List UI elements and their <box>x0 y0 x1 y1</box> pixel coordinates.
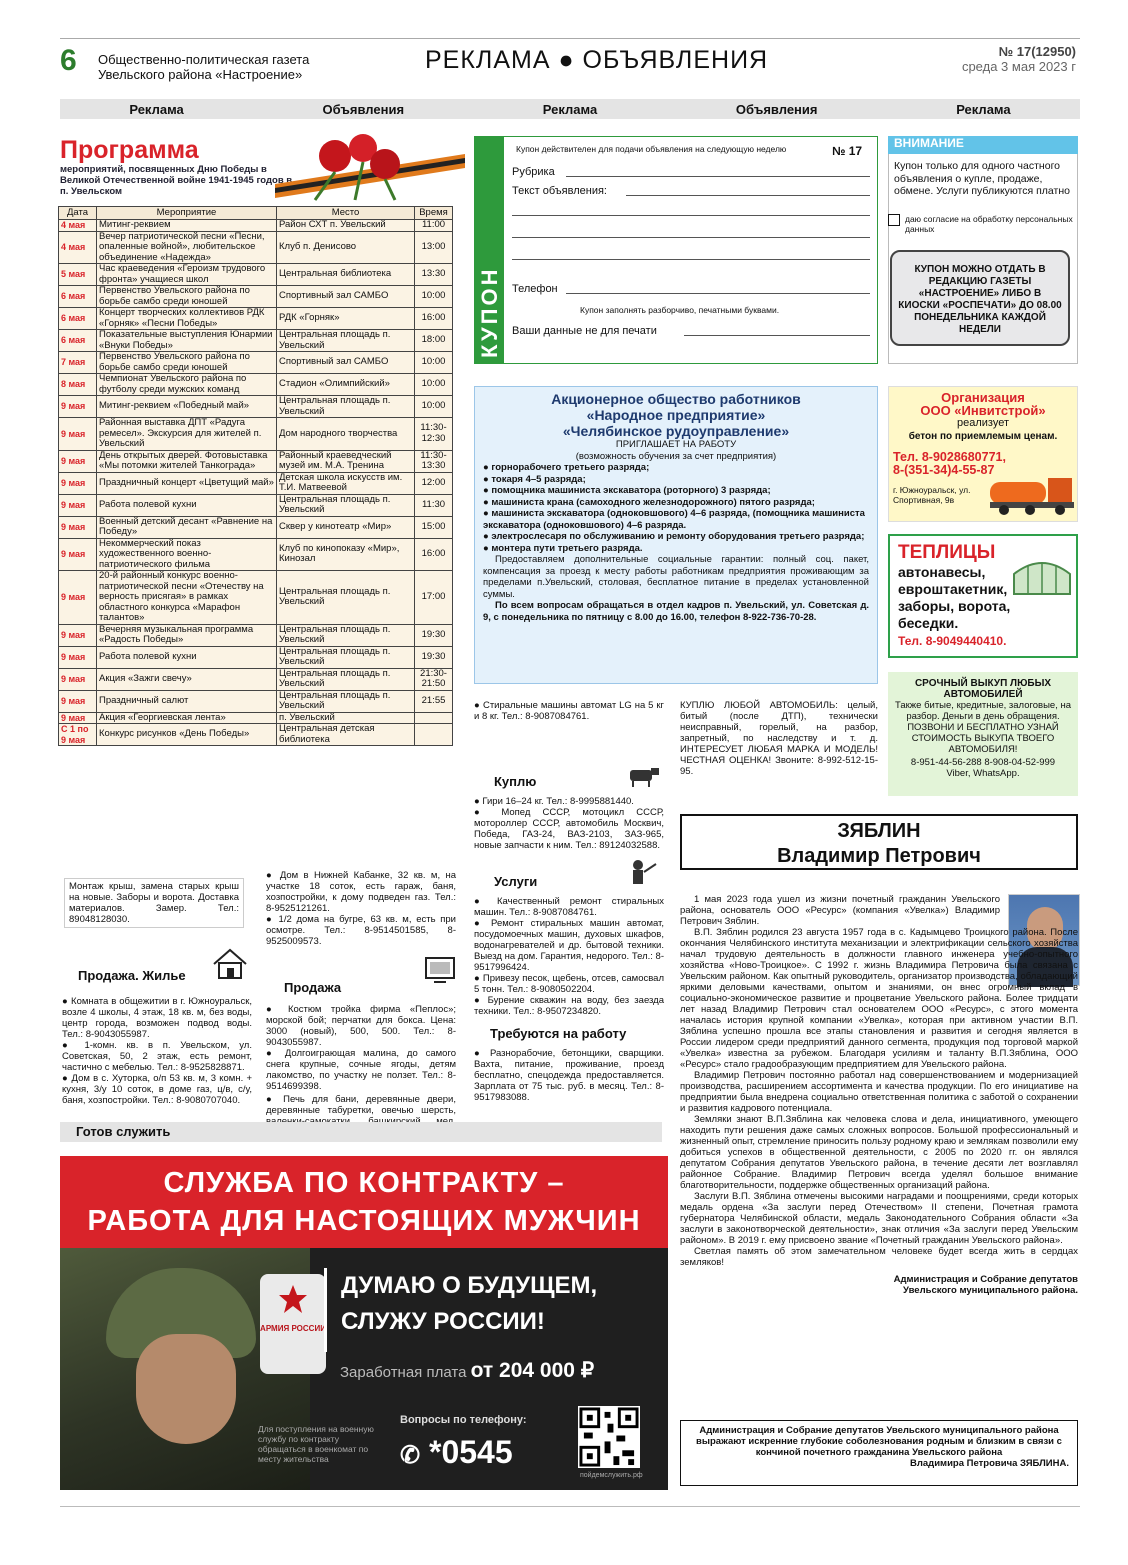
list-item: ● помощника машиниста экскаватора (роторного) 3 разряда; <box>483 485 869 497</box>
program-time <box>415 712 453 724</box>
table-row <box>59 690 453 712</box>
program-place: Центральная площадь п. Увельский <box>277 668 415 690</box>
list-item: ● Печь для бани, деревянные двери, деревянные табуретки, овечью шерсть, <box>266 1094 456 1116</box>
table-row <box>59 308 453 330</box>
program-event: Работа полевой кухни <box>97 494 277 516</box>
program-place: Центральная площадь п. Увельский <box>277 690 415 712</box>
rubric: Реклама <box>129 101 184 117</box>
program-date: 9 мая <box>59 690 97 712</box>
program-date: 9 мая <box>59 450 97 472</box>
program-date: 9 мая <box>59 668 97 690</box>
army-badge: АРМИЯ РОССИИ <box>260 1274 326 1374</box>
program-event: Вечер патриотической песни «Песни, опаленные войной», любительское объединение «Надежда» <box>97 231 277 264</box>
program-place: Центральная площадь п. Увельский <box>277 396 415 418</box>
jobs-list <box>474 1048 664 1103</box>
program-date: 9 мая <box>59 418 97 451</box>
program-time: 21:30-21:50 <box>415 668 453 690</box>
table-row <box>59 418 453 451</box>
program-time: 17:00 <box>415 571 453 625</box>
salary: Заработная плата от 204 000 ₽ <box>340 1359 595 1382</box>
list-item: ● монтера пути третьего разряда. <box>483 543 869 555</box>
list-item: ● Ремонт стиральных машин автомат, посудомоечных машин, духовых шкафов, водонагревателей и др. бытовой техники. Выезд на дом. Гарантия, недорого. Тел.: 8-9517996424. <box>474 918 664 973</box>
program-place: Центральная детская библиотека <box>277 724 415 746</box>
list-item: ● Дом в с. Хуторка, о/п 53 кв. м, 3 комн. + кухня, 3/у 10 соток, в доме газ, ц/в, с/у, баня, хозпостройки. Тел.: 8-9080707040. <box>62 1073 252 1106</box>
obituary-text: 1 мая 2023 года ушел из жизни почетный гражданин Увельского района, основатель ООО «Ресурс» (компания «Увелка») Владимир Петрович Зяблин. В.П. Зяблин родился 23 августа 1957 года в с. Кадымцево Троицкого района. После окончания Челябинского института механизации и электрификации сельского хозяйства начал трудовую деятельность в должности главного инженера учебно-опытного хозяйства «Ново-Троицкое». С 1992 г. жизнь Владимира Петровича была связана с Увельским районом. Как опытный руководитель, организатор производства, обладающий яркими деловыми качествами, опытом и знаниями, он внес огромный вклад в социально-экономическое развитие и процветание Увельского района. Более тридцати лет назад Владимир Петрович стал основателем ООО «Ресурс», с этого момента началась история крупной компании «Увелка», которая при активном участии В.П. Зяблина успешно прошла все этапы становления и развития и сегодня является в России лидером среди предприятий данного сегмента, продукция под торговой маркой «Увелка» известна за рубежом. Благодаря усилиям и таланту В.П.Зяблина, ООО «Ресурс» стало градообразующим предприятием для Увельского района. Владимир Петрович постоянно работал над совершенствованием и модернизацией производства, расширением ассортимента и качества продукции. По его инициативе на предприятии была внедрена социально ответственная политика с заботой о сохранении и развития кадрового потенциала. Земляки знают В.П.Зяблина как человека слова и дела, инициативного, умеющего находить пути решения даже самых сложных вопросов. Большой профессиональный и жизненный опыт, стремление приносить пользу родному краю и землякам позволили ему добиться успехов в общественной деятельности, с 2005 по 2020 гг. он являлся депутатом Собрания депутатов Увельского района, в течение десяти лет возглавлял районное Собрание. Владимир Петрович всегда уделял большое внимание благотворительности, поддержке общественных организаций района. Заслуги В.П. Зяблина отмечены высокими наградами и поощрениями, среди которых медаль ордена «За заслуги перед Отечеством» II степени, Почетная грамота губернатора Челябинской области, медаль Законодательного Собрания области «За заслуги в законотворческой деятельности», знак отличия «За заслуги перед Увельским районом». В 2019 г. ему присвоено звание «Почетный гражданин Увельского района». Светлая память об этом замечательном человеке будет всегда жить в сердцах земляков! Администрация и Собрание депутатов Увельского муниципального района. <box>680 894 1078 1296</box>
top-rule <box>60 38 1080 39</box>
col-date: Дата <box>59 207 97 220</box>
tv-icon <box>424 956 456 984</box>
cow-icon <box>626 764 660 788</box>
program-subtitle: мероприятий, посвященных Дню Победы в Великой Отечественной войне 1941-1945 годов в п. Увельском <box>60 164 293 197</box>
program-date: 5 мая <box>59 264 97 286</box>
condolence-box: Администрация и Собрание депутатов Увельского муниципального района выражают искренние глубокие соболезнования родным и близким в связи с кончиной почетного гражданина Увельского района Владимира Петровича ЗЯБЛИНА. <box>680 1420 1078 1486</box>
contract-phone[interactable]: ✆ *0545 <box>400 1434 513 1470</box>
program-time: 11:30-12:30 <box>415 418 453 451</box>
qr-code[interactable] <box>578 1406 640 1468</box>
program-place: Район СХТ п. Увельский <box>277 220 415 232</box>
questions-label: Вопросы по телефону: <box>400 1414 527 1426</box>
greenhouse-image <box>1010 556 1074 596</box>
table-row <box>59 624 453 646</box>
program-event: Военный детский десант «Равнение на Победу» <box>97 516 277 538</box>
paper-title: Общественно-политическая газета Увельского района «Настроение» <box>98 52 310 82</box>
coupon-rubric-field[interactable] <box>566 176 870 177</box>
program-time: 10:00 <box>415 352 453 374</box>
sale-housing-list-cont <box>266 870 456 947</box>
list-item: ● Мопед СССР, мотоцикл СССР, мотороллер СССР, автомобиль Москвич, Победа, ГАЗ-24, ВАЗ-2103, ЗАЗ-965, новые запчасти к ним. Тел.: 89124032588. <box>474 807 664 851</box>
list-item: ● Качественный ремонт стиральных машин. Тел.: 8-9087084761. <box>474 896 664 918</box>
program-place: Спортивный зал САМБО <box>277 286 415 308</box>
table-row <box>59 220 453 232</box>
program-event: Первенство Увельского района по борьбе самбо среди юношей <box>97 352 277 374</box>
kiosk-note: КУПОН МОЖНО ОТДАТЬ В РЕДАКЦИЮ ГАЗЕТЫ «НАСТРОЕНИЕ» ЛИБО В КИОСКИ «РОСПЕЧАТИ» ДО 08.00 ПОНЕДЕЛЬНИКА КАЖДОЙ НЕДЕЛИ <box>890 250 1070 346</box>
coupon-text-field[interactable] <box>512 215 870 216</box>
consent-checkbox[interactable] <box>888 214 900 226</box>
program-place: Центральная площадь п. Увельский <box>277 494 415 516</box>
program-event: Районная выставка ДПТ «Радуга ремесел». Экскурсия для жителей п. Увельский <box>97 418 277 451</box>
jsc-job-list <box>483 462 869 554</box>
program-place: Центральная площадь п. Увельский <box>277 624 415 646</box>
program-place: Сквер у кинотеатр «Мир» <box>277 516 415 538</box>
program-place: Клуб п. Денисово <box>277 231 415 264</box>
table-row <box>59 538 453 571</box>
buy-any-car-ad: КУПЛЮ ЛЮБОЙ АВТОМОБИЛЬ: целый, битый (после ДТП), технически неисправный, горелый, на разбор, запретный, по наследству и т. д. ИНТЕРЕСУЕТ ЛЮБАЯ МАРКА И МОДЕЛЬ! ЧЕСТНАЯ ОЦЕНКА! Звоните: 8-992-512-15-95. <box>680 700 878 777</box>
list-item: ● 1-комн. кв. в п. Увельском, ул. Советская, 50, 2 этаж, есть ремонт, частично с мебелью. Тел.: 8-9525828871. <box>62 1040 252 1073</box>
program-place: Центральная площадь п. Увельский <box>277 330 415 352</box>
sale-housing-list <box>62 996 252 1106</box>
program-time: 19:30 <box>415 646 453 668</box>
table-row <box>59 724 453 746</box>
program-title: Программа <box>60 136 199 164</box>
list-item: ● машиниста экскаватора (одноковшового) 4–6 разряда, (помощника машиниста экскаватора (одноковшового) 4–6 разряда. <box>483 508 869 531</box>
program-event: Работа полевой кухни <box>97 646 277 668</box>
program-event: Час краеведения «Героизм трудового фронта» учащиеся школ <box>97 264 277 286</box>
program-place: Центральная библиотека <box>277 264 415 286</box>
col-time: Время <box>415 207 453 220</box>
coupon-text-field[interactable] <box>626 195 870 196</box>
list-item: ● токаря 4–5 разряда; <box>483 474 869 486</box>
program-time: 11:00 <box>415 220 453 232</box>
house-icon <box>212 948 248 980</box>
program-time: 18:00 <box>415 330 453 352</box>
table-row <box>59 264 453 286</box>
program-date: 9 мая <box>59 396 97 418</box>
bottom-rule <box>60 1506 1080 1507</box>
invistroy-ad: Организация ООО «Инвитстрой» реализует бетон по приемлемым ценам. Тел. 8-9028680771, 8-(351-34)4-55-87 г. Южноуральск, ул. Спортивная, 9в <box>888 386 1078 522</box>
attention-text: Купон только для одного частного объявления о купле, продаже, обмене. Услуги публикуются платно <box>894 160 1070 197</box>
program-time <box>415 724 453 746</box>
program-time: 15:00 <box>415 516 453 538</box>
list-item: ● электрослесаря по обслуживанию и ремонту оборудования третьего разряда; <box>483 531 869 543</box>
program-event: День открытых дверей. Фотовыставка «Мы потомки жителей Танкограда» <box>97 450 277 472</box>
program-event: Показательные выступления Юнармии «Внуки Победы» <box>97 330 277 352</box>
jobs-title: Требуются на работу <box>490 1026 627 1041</box>
program-date: 6 мая <box>59 286 97 308</box>
list-item: ● Привезу песок, щебень, отсев, самосвал 5 тонн. Тел.: 8-9080502204. <box>474 973 664 995</box>
program-event: Праздничный салют <box>97 690 277 712</box>
consent-label: даю согласие на обработку персональных данных <box>905 214 1073 234</box>
program-time: 10:00 <box>415 286 453 308</box>
list-item: ● Дом в Нижней Кабанке, 32 кв. м, на участке 18 соток, есть гараж, баня, хозпостройки, к дому подведен газ. Тел.: 8-9525121261. <box>266 870 456 914</box>
table-row <box>59 330 453 352</box>
coupon-rubric-label: Рубрика <box>512 166 555 178</box>
col-place: Место <box>277 207 415 220</box>
rubric: Объявления <box>735 101 818 117</box>
program-date: С 1 по 9 мая <box>59 724 97 746</box>
program-time: 10:00 <box>415 374 453 396</box>
rubric: Реклама <box>542 101 598 117</box>
sale-title: Продажа <box>284 980 342 995</box>
phone-icon: ✆ <box>400 1442 421 1469</box>
table-row <box>59 396 453 418</box>
program-table <box>58 206 453 746</box>
buy-list <box>474 796 664 851</box>
program-time: 16:00 <box>415 538 453 571</box>
program-event: Некоммерческий показ художественного военно-патриотического фильма <box>97 538 277 571</box>
program-event: Митинг-реквием <box>97 220 277 232</box>
services-list <box>474 896 664 1017</box>
program-event: Вечерняя музыкальная программа «Радость Победы» <box>97 624 277 646</box>
coupon-text-label: Текст объявления: <box>512 185 607 197</box>
coupon-fill-note: Купон заполнять разборчиво, печатными буквами. <box>580 305 780 315</box>
program-time: 13:30 <box>415 264 453 286</box>
program-date: 9 мая <box>59 646 97 668</box>
program-date: 9 мая <box>59 472 97 494</box>
program-date: 6 мая <box>59 308 97 330</box>
program-event: Митинг-реквием «Победный май» <box>97 396 277 418</box>
program-place: Районный краеведческий музей им. М.А. Тренина <box>277 450 415 472</box>
list-item: ● Комната в общежитии в г. Южноуральск, возле 4 школы, 4 этаж, 18 кв. м, без воды, центр города, возможен подвод воды. Тел.: 8-9043055987. <box>62 996 252 1040</box>
program-event: Концерт творческих коллективов РДК «Горняк» «Песни Победы» <box>97 308 277 330</box>
program-event: Акция «Зажги свечу» <box>97 668 277 690</box>
program-place: Клуб по кинопоказу «Мир», Кинозал <box>277 538 415 571</box>
rubric: Реклама <box>956 101 1011 117</box>
star-icon <box>278 1284 308 1314</box>
list-item: ● горнорабочего третьего разряда; <box>483 462 869 474</box>
program-time: 16:00 <box>415 308 453 330</box>
program-date: 9 мая <box>59 624 97 646</box>
coupon-valid-note: Купон действителен для подачи объявления на следующую неделю <box>516 144 787 154</box>
table-row <box>59 352 453 374</box>
program-time: 11:30-13:30 <box>415 450 453 472</box>
list-item: ● 1/2 дома на бугре, 63 кв. м, есть при осмотре. Тел.: 8-9514501585, 8-9525009573. <box>266 914 456 947</box>
table-row <box>59 374 453 396</box>
roofing-ad: Монтаж крыш, замена старых крыш на новые. Заборы и ворота. Доставка материалов. Замер. Тел.: 89048128030. <box>64 878 244 928</box>
table-row <box>59 712 453 724</box>
table-row <box>59 516 453 538</box>
program-time: 13:00 <box>415 231 453 264</box>
program-date: 4 мая <box>59 231 97 264</box>
program-place: Стадион «Олимпийский» <box>277 374 415 396</box>
program-date: 9 мая <box>59 571 97 625</box>
program-date: 9 мая <box>59 494 97 516</box>
list-item: ● Разнорабочие, бетонщики, сварщики. Вахта, питание, проживание, проезд бесплатно, спецодежда предоставляется. Зарплата от 75 тыс. руб. в месяц. Тел.: 8-9517983088. <box>474 1048 664 1103</box>
coupon-private-label: Ваши данные не для печати <box>512 325 657 337</box>
obituary-heading: ЗЯБЛИН Владимир Петрович <box>680 814 1078 870</box>
program-time: 11:30 <box>415 494 453 516</box>
list-item: ● Костюм тройка фирма «Пеплос»; морской бой; перчатки для бокса. Цена: 3000 (новый), 500, 500. Тел.: 8-9043055987. <box>266 1004 456 1048</box>
rubric-bar <box>60 99 1080 119</box>
program-time: 19:30 <box>415 624 453 646</box>
contract-banner-top: СЛУЖБА ПО КОНТРАКТУ – РАБОТА ДЛЯ НАСТОЯЩИХ МУЖЧИН <box>60 1156 668 1248</box>
table-row <box>59 286 453 308</box>
program-date: 4 мая <box>59 220 97 232</box>
page-number: 6 <box>60 44 77 77</box>
serve-rubric: Готов служить <box>60 1122 662 1142</box>
attention-heading: ВНИМАНИЕ <box>888 136 1078 154</box>
table-row <box>59 450 453 472</box>
services-title: Услуги <box>494 874 538 889</box>
program-event: Конкурс рисунков «День Победы» <box>97 724 277 746</box>
program-place: Центральная площадь п. Увельский <box>277 646 415 668</box>
jsc-job-ad: Акционерное общество работников «Народное предприятие» «Челябинское рудоуправление» ПРИГЛАШАЕТ НА РАБОТУ (возможность обучения за счет предприятия) ● горнорабочего третьего разряда; ● токаря 4–5 разряда; ● помощника машиниста экскаватора (роторного) 3 разряда; ● машиниста крана (самоходного железнодорожного) пятого разряда; ● машиниста экскаватора (одноковшового) 4–6 разряда, (помощника машиниста экскаватора (одноковшового) 4–6 разряда. ● электрослесаря по обслуживанию и ремонту оборудования третьего разряда; ● монтера пути третьего разряда. Предоставляем дополнительные социальные гарантии: полный соц. пакет, компенсация за проезд к месту работы работникам предприятия проживающим за пределами п.Увельский, столовая, бесплатное питание в пределах установленной суммы. По всем вопросам обращаться в отдел кадров п. Увельский, ул. Советская д. 9, с понедельника по пятницу с 8.00 до 16.00, телефон 8-922-736-70-28. <box>474 386 878 684</box>
list-item: ● Стиральные машины автомат LG на 5 кг и 8 кг. Тел.: 8-9087084761. <box>474 700 664 722</box>
rubric: Объявления <box>322 101 405 117</box>
program-place: Спортивный зал САМБО <box>277 352 415 374</box>
program-time: 21:55 <box>415 690 453 712</box>
program-date: 8 мая <box>59 374 97 396</box>
contract-slogan: ДУМАЮ О БУДУЩЕМ, СЛУЖУ РОССИИ! <box>324 1268 654 1352</box>
coupon-label-bar: КУПОН <box>474 136 504 364</box>
program-time: 12:00 <box>415 472 453 494</box>
carnations-image <box>275 134 465 202</box>
table-row <box>59 231 453 264</box>
program-event: Праздничный концерт «Цветущий май» <box>97 472 277 494</box>
program-date: 9 мая <box>59 712 97 724</box>
program-date: 7 мая <box>59 352 97 374</box>
program-time: 10:00 <box>415 396 453 418</box>
table-row <box>59 571 453 625</box>
coupon-number: № 17 <box>832 144 863 158</box>
program-place: РДК «Горняк» <box>277 308 415 330</box>
program-event: Первенство Увельского района по борьбе самбо среди юношей <box>97 286 277 308</box>
sale-housing-title: Продажа. Жилье <box>78 968 186 983</box>
contract-note: Для поступления на военную службу по контракту обращаться в военкомат по месту жительства <box>258 1424 374 1464</box>
sale-list-cont2 <box>474 700 664 722</box>
list-item: ● машиниста крана (самоходного железнодорожного) пятого разряда; <box>483 497 869 509</box>
list-item: ● Бурение скважин на воду, без заезда техники. Тел.: 8-9507234820. <box>474 995 664 1017</box>
list-item: ● Долгоиграющая малина, до самого снега крупные, сочные ягоды, детям лакомство, по участку не ползет. Тел.: 8-9514699398. <box>266 1048 456 1092</box>
sale-list <box>266 1004 456 1092</box>
program-event: Акция «Георгиевская лента» <box>97 712 277 724</box>
section-title: РЕКЛАМА ● ОБЪЯВЛЕНИЯ <box>425 46 769 74</box>
list-item: ● Гири 16–24 кг. Тел.: 8-9995881440. <box>474 796 634 807</box>
coupon-text-field[interactable] <box>512 259 870 260</box>
program-place: Дом народного творчества <box>277 418 415 451</box>
program-place: Центральная площадь п. Увельский <box>277 571 415 625</box>
program-event: Чемпионат Увельского района по футболу среди мужских команд <box>97 374 277 396</box>
table-row <box>59 472 453 494</box>
table-row <box>59 494 453 516</box>
buy-title: Куплю <box>494 774 537 789</box>
greenhouse-ad: ТЕПЛИЦЫ автонавесы, евроштакетник, заборы, ворота, беседки. Тел. 8-9049440410. <box>888 534 1078 658</box>
program-date: 9 мая <box>59 516 97 538</box>
table-row <box>59 646 453 668</box>
issue-info: № 17(12950) среда 3 мая 2023 г <box>961 44 1076 74</box>
car-buyout-ad: СРОЧНЫЙ ВЫКУП ЛЮБЫХ АВТОМОБИЛЕЙ Также битые, кредитные, залоговые, на разбор. Деньги в день обращения. ПОЗВОНИ И БЕСПЛАТНО УЗНАЙ СТОИМОСТЬ ВЫКУПА ТВОЕГО АВТОМОБИЛЯ! 8-951-44-56-288 8-908-04-52-999 Viber, WhatsApp. <box>888 672 1078 796</box>
table-row <box>59 668 453 690</box>
coupon-private-field[interactable] <box>684 335 870 336</box>
program-event: 20-й районный конкурс военно-патриотической песни «Отечеству на верность присягая» в рамках областного конкурса «Марафон талантов» <box>97 571 277 625</box>
coupon-phone-label: Телефон <box>512 283 558 295</box>
site-url[interactable]: пойдемслужить.рф <box>580 1472 643 1479</box>
program-place: Детская школа искусств им. Т.И. Матвеевой <box>277 472 415 494</box>
worker-icon <box>624 858 660 888</box>
program-date: 6 мая <box>59 330 97 352</box>
program-place: п. Увельский <box>277 712 415 724</box>
contract-banner-bottom <box>60 1248 668 1490</box>
program-date: 9 мая <box>59 538 97 571</box>
coupon-text-field[interactable] <box>512 237 870 238</box>
concrete-mixer-truck-image <box>990 470 1074 516</box>
col-event: Мероприятие <box>97 207 277 220</box>
coupon-phone-field[interactable] <box>566 293 870 294</box>
